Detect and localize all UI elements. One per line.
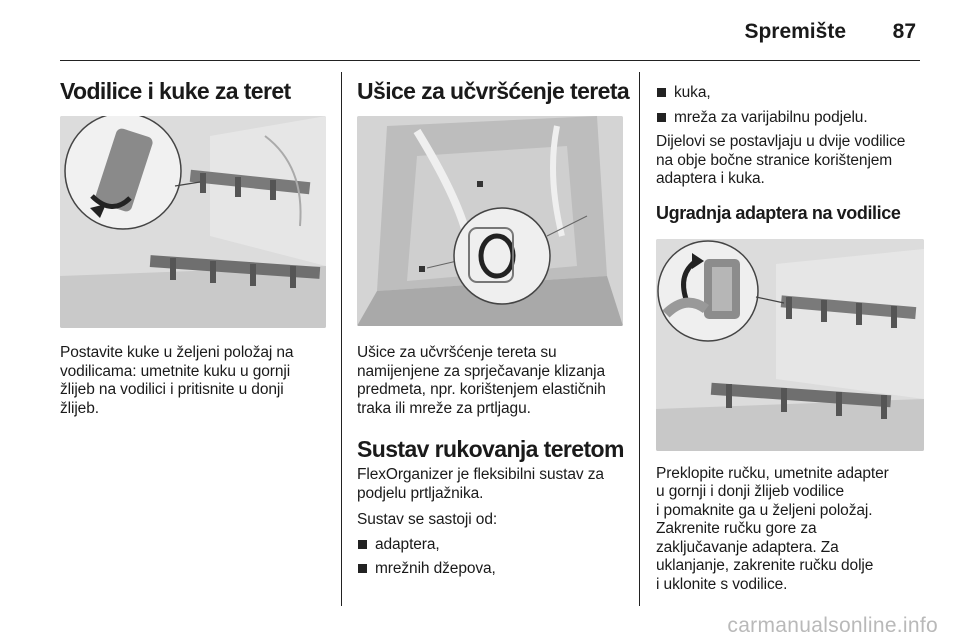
column-3 bbox=[656, 84, 928, 594]
column-1 bbox=[60, 72, 326, 418]
header-rule bbox=[60, 60, 920, 61]
cargo-rails-hooks-illustration bbox=[60, 116, 326, 328]
heading-lashing-eyes: Ušice za učvršćenje tereta bbox=[357, 78, 630, 104]
body-line: Ušice za učvršćenje tereta su bbox=[357, 344, 557, 361]
body-flexorganizer bbox=[357, 466, 625, 503]
body-line: na obje bočne stranice korištenjem bbox=[656, 151, 893, 169]
body-line: žlijeb na vodilici i pritisnite u donji bbox=[60, 381, 284, 398]
body-line: u gornji i donji žlijeb vodilice bbox=[656, 483, 845, 500]
bullet-icon bbox=[657, 113, 666, 122]
body-line: Zakrenite ručku gore za bbox=[656, 520, 817, 537]
list-item-text: adaptera, bbox=[375, 535, 440, 553]
heading-cargo-rails: Vodilice i kuke za teret bbox=[60, 78, 291, 104]
list-item bbox=[656, 109, 928, 128]
body-line: predmeta, npr. korištenjem elastičnih bbox=[357, 381, 606, 398]
list-item bbox=[357, 536, 625, 555]
body-line: žlijeb. bbox=[60, 399, 99, 417]
list-item bbox=[656, 84, 928, 103]
components-list bbox=[357, 536, 625, 579]
list-item bbox=[357, 560, 625, 579]
body-line: FlexOrganizer je fleksibilni sustav za bbox=[357, 466, 604, 483]
list-item-text: mrežnih džepova, bbox=[375, 560, 496, 577]
body-line: traka ili mreže za prtljagu. bbox=[357, 399, 531, 417]
section-title: Spremište bbox=[744, 20, 846, 43]
body-consists-of: Sustav se sastoji od: bbox=[357, 511, 498, 528]
bullet-icon bbox=[657, 88, 666, 97]
body-line: podjelu prtljažnika. bbox=[357, 484, 484, 502]
column-divider-2 bbox=[639, 72, 640, 606]
components-list-continued bbox=[656, 84, 928, 127]
body-line: Dijelovi se postavljaju u dvije vodilice bbox=[656, 133, 906, 150]
body-installation bbox=[656, 133, 928, 189]
body-line: adaptera i kuka. bbox=[656, 170, 765, 187]
page-number: 87 bbox=[892, 20, 916, 43]
heading-adapter-installation: Ugradnja adaptera na vodilice bbox=[656, 202, 901, 223]
body-lashing-eyes bbox=[357, 344, 625, 418]
list-item-text: mreža za varijabilnu podjelu. bbox=[674, 108, 868, 126]
heading-load-system: Sustav rukovanja teretom bbox=[357, 436, 624, 462]
watermark: carmanualsonline.info bbox=[727, 614, 938, 637]
body-line: i pomaknite ga u željeni položaj. bbox=[656, 501, 873, 519]
page-header bbox=[60, 14, 920, 48]
column-2 bbox=[357, 72, 630, 585]
bullet-icon bbox=[358, 564, 367, 573]
body-line: vodilicama: umetnite kuku u gornji bbox=[60, 362, 291, 380]
lashing-eyes-illustration bbox=[357, 116, 623, 326]
body-line: Postavite kuke u željeni položaj na bbox=[60, 344, 294, 361]
body-cargo-rails bbox=[60, 344, 326, 418]
body-line: Preklopite ručku, umetnite adapter bbox=[656, 464, 889, 482]
column-divider-1 bbox=[341, 72, 342, 606]
adapter-installation-illustration bbox=[656, 239, 924, 451]
body-line: namijenjene za sprječavanje klizanja bbox=[357, 362, 605, 380]
list-item-text: kuka, bbox=[674, 84, 711, 101]
body-line: zaključavanje adaptera. Za bbox=[656, 538, 839, 556]
body-line: uklanjanje, zakrenite ručku dolje bbox=[656, 557, 874, 574]
body-adapter-steps bbox=[656, 465, 928, 595]
body-line: i uklonite s vodilice. bbox=[656, 575, 788, 593]
bullet-icon bbox=[358, 540, 367, 549]
